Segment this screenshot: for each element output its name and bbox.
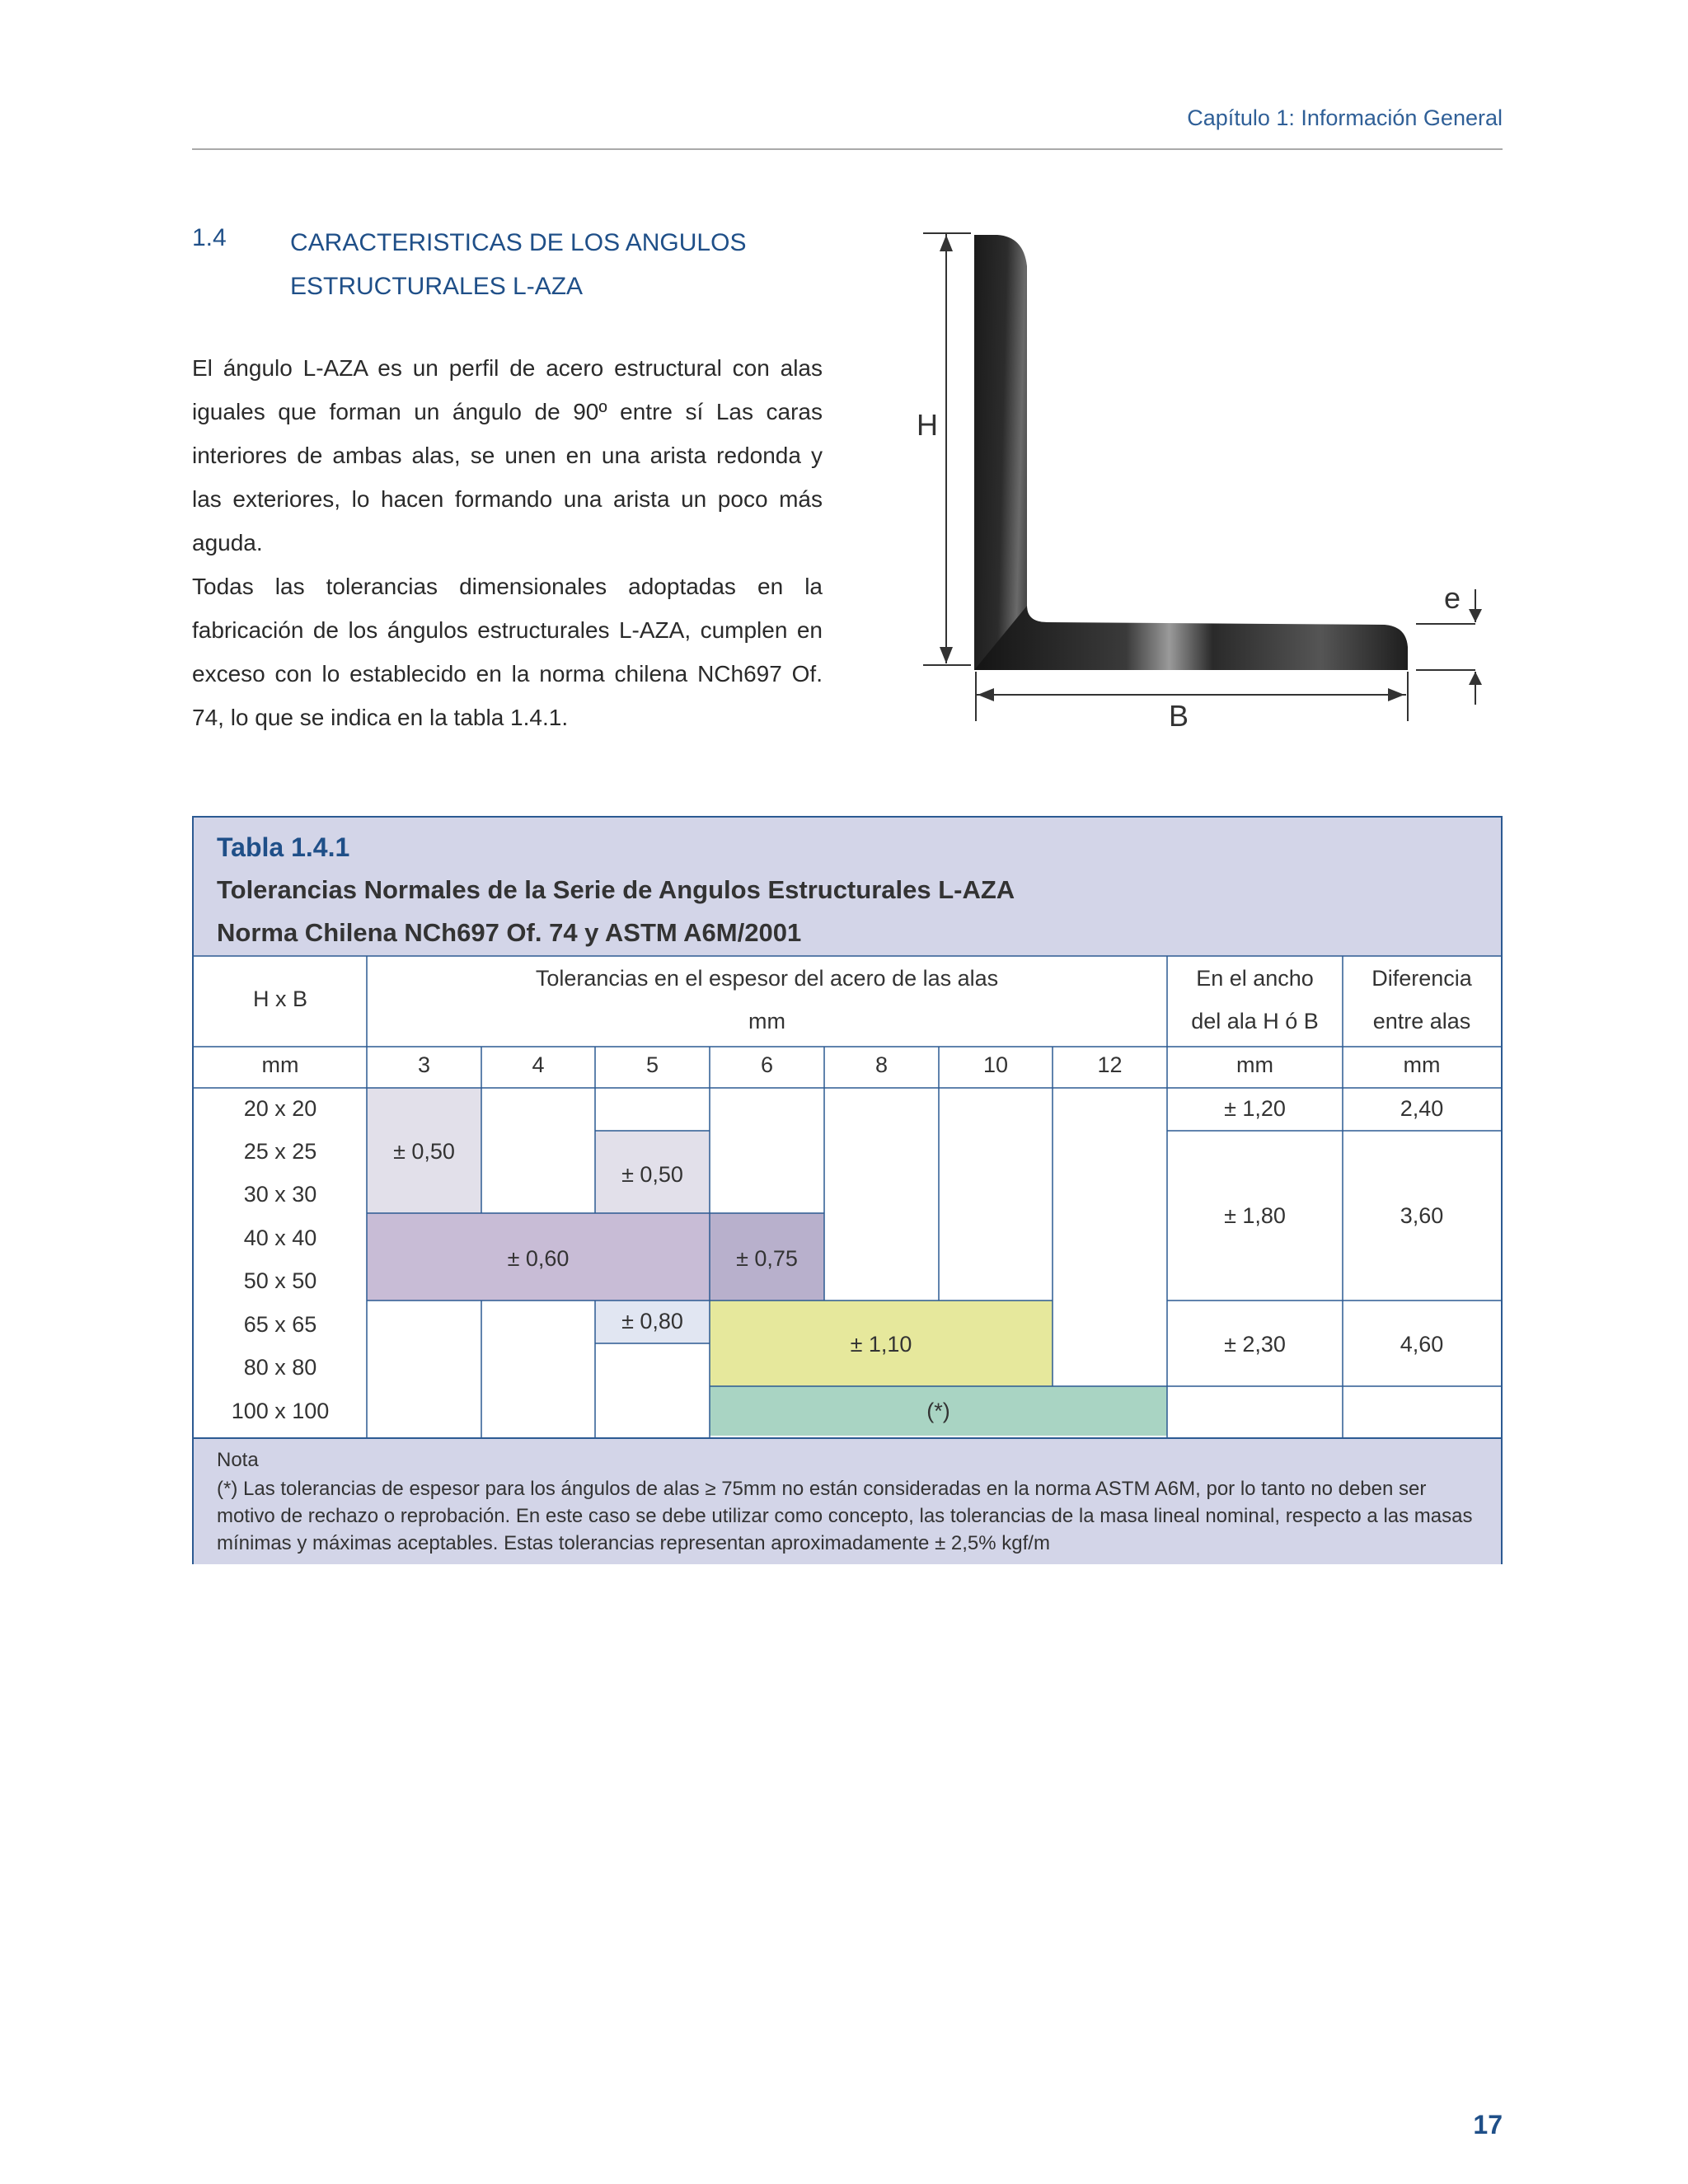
unit-cell: mm — [1403, 1052, 1441, 1077]
ancho-value: ± 1,20 — [1224, 1096, 1286, 1121]
table-subtitle-1: Tolerancias Normales de la Serie de Angulos Estructurales L-AZA — [217, 875, 1015, 904]
section-title — [290, 221, 746, 308]
header-divider — [192, 148, 1503, 150]
angle-profile-drawing — [907, 218, 1508, 746]
tol-value-050b: ± 0,50 — [621, 1162, 683, 1187]
label-e: e — [1444, 581, 1461, 615]
ancho-value: ± 2,30 — [1224, 1332, 1286, 1357]
size-label: 65 x 65 — [243, 1312, 317, 1337]
size-label: 40 x 40 — [243, 1226, 317, 1250]
section-title-line1: CARACTERISTICAS DE LOS ANGULOS — [290, 229, 747, 256]
note-text: (*) Las tolerancias de espesor para los ángulos de alas ≥ 75mm no están consideradas en la norma ASTM A6M, por lo tanto no deben ser motivo de rechazo o reprobación. En este caso se debe utilizar como concepto, las tolerancias de la masa lineal nominal, respecto a las masas mínimas y máximas aceptables. Estas tolerancias representan aproximadamente ± 2,5% kgf/m — [217, 1478, 1473, 1554]
section-number: 1.4 — [192, 224, 227, 251]
dif-value: 4,60 — [1400, 1332, 1444, 1357]
tol-value-075: ± 0,75 — [736, 1246, 798, 1271]
col-header-hxb: H x B — [252, 987, 307, 1011]
col-header-tol-line1: Tolerancias en el espesor del acero de las alas — [535, 966, 999, 991]
angle-horizontal-leg — [974, 606, 1408, 670]
col-header-dif-line1: Diferencia — [1372, 966, 1472, 991]
angle-profile-figure — [907, 218, 1508, 746]
page-number: 17 — [1473, 2110, 1503, 2139]
unit-cell: 6 — [760, 1052, 774, 1077]
col-header-ancho-line2: del ala H ó B — [1191, 1009, 1319, 1033]
label-b: B — [1169, 699, 1189, 733]
tol-value-star: (*) — [926, 1399, 950, 1423]
section-title-line2: ESTRUCTURALES L-AZA — [290, 273, 584, 300]
angle-vertical-leg — [974, 235, 1047, 670]
note-title: Nota — [217, 1449, 259, 1471]
tol-value-110: ± 1,10 — [850, 1332, 912, 1357]
col-header-tol-line2: mm — [748, 1009, 785, 1033]
col-header-ancho-line1: En el ancho — [1196, 966, 1314, 991]
tolerance-table — [192, 816, 1503, 1564]
tol-value-050a: ± 0,50 — [393, 1139, 455, 1164]
size-label: 100 x 100 — [231, 1399, 330, 1423]
unit-cell: mm — [261, 1052, 299, 1077]
label-h: H — [917, 408, 938, 442]
table-title: Tabla 1.4.1 — [217, 832, 350, 862]
size-label: 20 x 20 — [243, 1096, 317, 1121]
ancho-value: ± 1,80 — [1224, 1203, 1286, 1228]
unit-cell: 8 — [874, 1052, 889, 1077]
paragraph-description: El ángulo L-AZA es un perfil de acero estructural con alas iguales que forman un ángulo de 90º entre sí Las caras interiores de ambas alas, se unen en una arista redonda y las exteriores, lo hacen formando una arista un poco más aguda. — [192, 355, 823, 555]
col-header-dif-line2: entre alas — [1372, 1009, 1471, 1033]
chapter-title: Capítulo 1: Información General — [1187, 105, 1503, 130]
size-label: 50 x 50 — [243, 1268, 317, 1293]
tol-value-080: ± 0,80 — [621, 1309, 683, 1333]
paragraph-tolerances: Todas las tolerancias dimensionales adoptadas en la fabricación de los ángulos estructurales L-AZA, cumplen en exceso con lo establecido en la norma chilena NCh697 Of. 74, lo que se indica en la tabla 1.4.1. — [192, 574, 823, 730]
tol-value-060: ± 0,60 — [507, 1246, 570, 1271]
size-label: 80 x 80 — [243, 1355, 317, 1380]
size-label: 30 x 30 — [243, 1182, 317, 1207]
unit-cell: mm — [1236, 1052, 1273, 1077]
unit-cell: 12 — [1097, 1052, 1123, 1077]
table-subtitle-2: Norma Chilena NCh697 Of. 74 y ASTM A6M/2001 — [217, 918, 802, 947]
unit-cell: 3 — [417, 1052, 431, 1077]
dif-value: 2,40 — [1400, 1096, 1444, 1121]
dif-value: 3,60 — [1400, 1203, 1444, 1228]
table-note — [194, 1437, 1501, 1564]
unit-cell: 5 — [645, 1052, 659, 1077]
unit-cell: 4 — [532, 1052, 545, 1077]
unit-cell: 10 — [982, 1052, 1009, 1077]
size-label: 25 x 25 — [243, 1139, 317, 1164]
